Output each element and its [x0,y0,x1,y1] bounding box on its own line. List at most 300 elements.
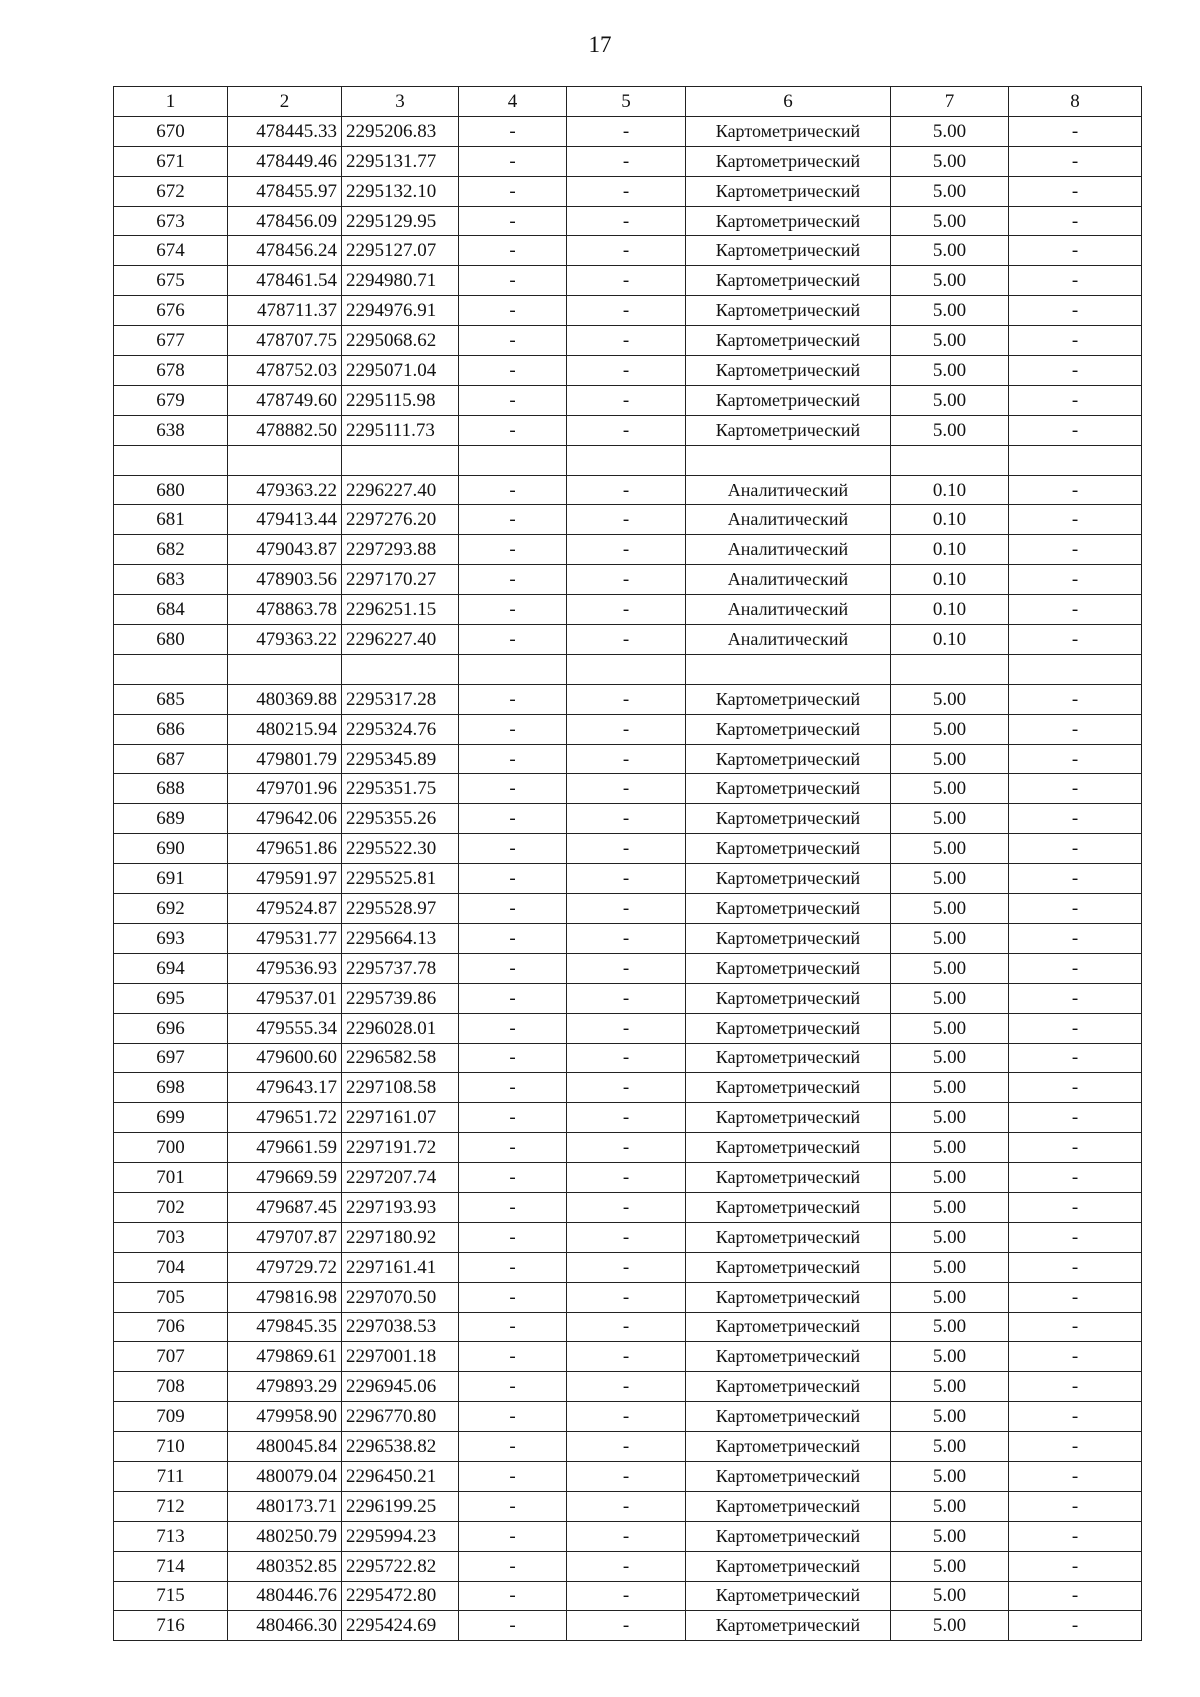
y-coordinate-cell: 2295739.86 [342,983,459,1013]
column-8-cell: - [1009,1312,1142,1342]
table-row [114,236,1142,266]
table-separator-row [114,445,1142,475]
accuracy-cell: 5.00 [891,176,1009,206]
column-4-cell [459,654,567,684]
column-5-cell: - [567,834,686,864]
x-coordinate-cell [228,654,342,684]
column-4-cell: - [459,1073,567,1103]
column-8-cell: - [1009,894,1142,924]
method-cell: Картометрический [686,1491,891,1521]
point-number-cell: 688 [114,774,228,804]
x-coordinate-cell: 479643.17 [228,1073,342,1103]
column-8-cell: - [1009,1222,1142,1252]
column-5-cell: - [567,1372,686,1402]
point-number-cell: 680 [114,625,228,655]
y-coordinate-cell: 2294976.91 [342,296,459,326]
column-4-cell: - [459,415,567,445]
column-8-cell: - [1009,1192,1142,1222]
accuracy-cell: 5.00 [891,714,1009,744]
point-number-cell: 696 [114,1013,228,1043]
column-5-cell: - [567,475,686,505]
table-row [114,684,1142,714]
x-coordinate-cell: 479661.59 [228,1133,342,1163]
method-cell: Аналитический [686,625,891,655]
column-8-cell: - [1009,744,1142,774]
column-8-cell: - [1009,415,1142,445]
y-coordinate-cell: 2295994.23 [342,1521,459,1551]
method-cell: Картометрический [686,1103,891,1133]
column-8-cell: - [1009,326,1142,356]
column-4-cell: - [459,1043,567,1073]
accuracy-cell: 5.00 [891,116,1009,146]
column-4-cell: - [459,595,567,625]
y-coordinate-cell: 2295111.73 [342,415,459,445]
column-4-cell: - [459,1252,567,1282]
x-coordinate-cell: 479729.72 [228,1252,342,1282]
column-4-cell: - [459,1402,567,1432]
column-4-cell: - [459,475,567,505]
column-4-cell: - [459,1163,567,1193]
x-coordinate-cell: 479591.97 [228,864,342,894]
column-5-cell: - [567,535,686,565]
x-coordinate-cell: 479701.96 [228,774,342,804]
column-4-cell: - [459,206,567,236]
table-row [114,595,1142,625]
accuracy-cell: 5.00 [891,296,1009,326]
point-number-cell: 670 [114,116,228,146]
accuracy-cell: 5.00 [891,953,1009,983]
column-header-3: 3 [342,87,459,117]
y-coordinate-cell: 2297293.88 [342,535,459,565]
column-4-cell: - [459,356,567,386]
y-coordinate-cell: 2296770.80 [342,1402,459,1432]
point-number-cell: 677 [114,326,228,356]
column-8-cell [1009,445,1142,475]
y-coordinate-cell: 2295127.07 [342,236,459,266]
accuracy-cell: 0.10 [891,565,1009,595]
column-5-cell: - [567,923,686,953]
column-8-cell: - [1009,1013,1142,1043]
method-cell: Картометрический [686,206,891,236]
column-4-cell: - [459,625,567,655]
column-4-cell: - [459,236,567,266]
x-coordinate-cell: 479707.87 [228,1222,342,1252]
column-8-cell: - [1009,1551,1142,1581]
column-8-cell: - [1009,356,1142,386]
accuracy-cell: 5.00 [891,385,1009,415]
table-row [114,864,1142,894]
column-5-cell [567,445,686,475]
table-row [114,744,1142,774]
method-cell: Картометрический [686,983,891,1013]
accuracy-cell: 5.00 [891,415,1009,445]
accuracy-cell: 5.00 [891,236,1009,266]
column-4-cell: - [459,684,567,714]
y-coordinate-cell: 2295345.89 [342,744,459,774]
column-5-cell: - [567,595,686,625]
column-5-cell: - [567,804,686,834]
x-coordinate-cell: 479537.01 [228,983,342,1013]
column-5-cell: - [567,385,686,415]
x-coordinate-cell: 479845.35 [228,1312,342,1342]
x-coordinate-cell: 478882.50 [228,415,342,445]
method-cell: Картометрический [686,266,891,296]
point-number-cell: 679 [114,385,228,415]
x-coordinate-cell: 480446.76 [228,1581,342,1611]
y-coordinate-cell: 2295317.28 [342,684,459,714]
accuracy-cell: 5.00 [891,1372,1009,1402]
table-row [114,1432,1142,1462]
column-4-cell: - [459,1521,567,1551]
column-4-cell [459,445,567,475]
coordinates-table [113,86,1142,1641]
point-number-cell: 682 [114,535,228,565]
column-5-cell: - [567,356,686,386]
column-4-cell: - [459,744,567,774]
column-4-cell: - [459,1342,567,1372]
table-row [114,1282,1142,1312]
method-cell [686,654,891,684]
accuracy-cell: 5.00 [891,864,1009,894]
point-number-cell: 684 [114,595,228,625]
point-number-cell: 697 [114,1043,228,1073]
y-coordinate-cell: 2295528.97 [342,894,459,924]
method-cell: Картометрический [686,176,891,206]
x-coordinate-cell: 479413.44 [228,505,342,535]
table-row [114,1402,1142,1432]
column-5-cell: - [567,714,686,744]
column-5-cell: - [567,1163,686,1193]
point-number-cell [114,445,228,475]
table-row [114,1551,1142,1581]
accuracy-cell: 5.00 [891,774,1009,804]
x-coordinate-cell: 478456.09 [228,206,342,236]
column-4-cell: - [459,1103,567,1133]
table-row [114,356,1142,386]
y-coordinate-cell: 2296028.01 [342,1013,459,1043]
column-header-4: 4 [459,87,567,117]
point-number-cell: 713 [114,1521,228,1551]
column-5-cell: - [567,1073,686,1103]
column-4-cell: - [459,1192,567,1222]
x-coordinate-cell: 479651.72 [228,1103,342,1133]
y-coordinate-cell [342,445,459,475]
y-coordinate-cell: 2295664.13 [342,923,459,953]
table-row [114,1013,1142,1043]
column-8-cell: - [1009,146,1142,176]
column-5-cell: - [567,1521,686,1551]
method-cell: Картометрический [686,236,891,266]
x-coordinate-cell: 478707.75 [228,326,342,356]
table-row [114,625,1142,655]
table-row [114,266,1142,296]
column-5-cell: - [567,146,686,176]
accuracy-cell: 0.10 [891,475,1009,505]
column-4-cell: - [459,1461,567,1491]
accuracy-cell: 5.00 [891,983,1009,1013]
column-8-cell: - [1009,535,1142,565]
y-coordinate-cell: 2295068.62 [342,326,459,356]
point-number-cell: 694 [114,953,228,983]
column-8-cell: - [1009,1461,1142,1491]
method-cell: Картометрический [686,1402,891,1432]
table-row [114,146,1142,176]
point-number-cell: 712 [114,1491,228,1521]
column-8-cell: - [1009,1342,1142,1372]
accuracy-cell: 5.00 [891,1342,1009,1372]
table-row [114,983,1142,1013]
column-8-cell: - [1009,595,1142,625]
y-coordinate-cell: 2296227.40 [342,475,459,505]
point-number-cell: 685 [114,684,228,714]
column-4-cell: - [459,1133,567,1163]
column-8-cell: - [1009,1103,1142,1133]
table-row [114,1103,1142,1133]
x-coordinate-cell: 480369.88 [228,684,342,714]
y-coordinate-cell: 2297170.27 [342,565,459,595]
column-4-cell: - [459,296,567,326]
point-number-cell [114,654,228,684]
table-row [114,1372,1142,1402]
method-cell: Аналитический [686,535,891,565]
table-row [114,1192,1142,1222]
column-8-cell: - [1009,206,1142,236]
method-cell: Картометрический [686,834,891,864]
x-coordinate-cell: 478449.46 [228,146,342,176]
x-coordinate-cell: 479600.60 [228,1043,342,1073]
y-coordinate-cell: 2295737.78 [342,953,459,983]
column-5-cell [567,654,686,684]
x-coordinate-cell: 478749.60 [228,385,342,415]
column-5-cell: - [567,1402,686,1432]
point-number-cell: 674 [114,236,228,266]
column-4-cell: - [459,864,567,894]
column-4-cell: - [459,1013,567,1043]
column-8-cell: - [1009,505,1142,535]
column-4-cell: - [459,1432,567,1462]
accuracy-cell: 5.00 [891,923,1009,953]
point-number-cell: 699 [114,1103,228,1133]
x-coordinate-cell: 479363.22 [228,625,342,655]
point-number-cell: 675 [114,266,228,296]
point-number-cell: 672 [114,176,228,206]
table-row [114,505,1142,535]
column-4-cell: - [459,146,567,176]
y-coordinate-cell: 2295424.69 [342,1611,459,1641]
point-number-cell: 700 [114,1133,228,1163]
column-4-cell: - [459,1611,567,1641]
column-header-1: 1 [114,87,228,117]
column-5-cell: - [567,565,686,595]
method-cell: Картометрический [686,415,891,445]
column-8-cell: - [1009,774,1142,804]
y-coordinate-cell [342,654,459,684]
column-header-7: 7 [891,87,1009,117]
method-cell: Картометрический [686,1312,891,1342]
column-5-cell: - [567,505,686,535]
method-cell: Картометрический [686,1192,891,1222]
column-8-cell: - [1009,236,1142,266]
table-row [114,1581,1142,1611]
x-coordinate-cell: 479801.79 [228,744,342,774]
y-coordinate-cell: 2297161.41 [342,1252,459,1282]
y-coordinate-cell: 2295351.75 [342,774,459,804]
column-5-cell: - [567,1043,686,1073]
method-cell: Картометрический [686,1133,891,1163]
accuracy-cell: 5.00 [891,146,1009,176]
column-8-cell: - [1009,1581,1142,1611]
y-coordinate-cell: 2297070.50 [342,1282,459,1312]
accuracy-cell: 5.00 [891,834,1009,864]
column-4-cell: - [459,1372,567,1402]
accuracy-cell: 5.00 [891,1073,1009,1103]
point-number-cell: 698 [114,1073,228,1103]
method-cell: Картометрический [686,804,891,834]
method-cell: Картометрический [686,864,891,894]
method-cell: Картометрический [686,1611,891,1641]
column-5-cell: - [567,1222,686,1252]
accuracy-cell: 5.00 [891,1103,1009,1133]
column-5-cell: - [567,864,686,894]
column-8-cell: - [1009,116,1142,146]
y-coordinate-cell: 2295722.82 [342,1551,459,1581]
column-5-cell: - [567,415,686,445]
point-number-cell: 716 [114,1611,228,1641]
x-coordinate-cell: 478752.03 [228,356,342,386]
column-5-cell: - [567,1133,686,1163]
column-5-cell: - [567,1192,686,1222]
y-coordinate-cell: 2295132.10 [342,176,459,206]
table-row [114,296,1142,326]
x-coordinate-cell: 478445.33 [228,116,342,146]
method-cell: Картометрический [686,1163,891,1193]
point-number-cell: 691 [114,864,228,894]
y-coordinate-cell: 2295355.26 [342,804,459,834]
table-row [114,923,1142,953]
point-number-cell: 709 [114,1402,228,1432]
point-number-cell: 689 [114,804,228,834]
method-cell: Картометрический [686,923,891,953]
column-8-cell: - [1009,864,1142,894]
method-cell: Картометрический [686,1521,891,1551]
point-number-cell: 680 [114,475,228,505]
column-8-cell: - [1009,1491,1142,1521]
column-4-cell: - [459,834,567,864]
column-8-cell: - [1009,804,1142,834]
accuracy-cell: 5.00 [891,206,1009,236]
y-coordinate-cell: 2296450.21 [342,1461,459,1491]
y-coordinate-cell: 2296582.58 [342,1043,459,1073]
column-5-cell: - [567,236,686,266]
page-number: 17 [588,32,612,57]
column-5-cell: - [567,625,686,655]
y-coordinate-cell: 2297207.74 [342,1163,459,1193]
column-4-cell: - [459,894,567,924]
method-cell: Картометрический [686,714,891,744]
column-8-cell: - [1009,475,1142,505]
accuracy-cell: 0.10 [891,595,1009,625]
accuracy-cell: 5.00 [891,1222,1009,1252]
x-coordinate-cell: 480466.30 [228,1611,342,1641]
y-coordinate-cell: 2295324.76 [342,714,459,744]
method-cell: Картометрический [686,1282,891,1312]
method-cell: Картометрический [686,326,891,356]
accuracy-cell: 5.00 [891,1461,1009,1491]
y-coordinate-cell: 2296227.40 [342,625,459,655]
point-number-cell: 706 [114,1312,228,1342]
x-coordinate-cell: 479555.34 [228,1013,342,1043]
table-row [114,1342,1142,1372]
column-8-cell: - [1009,953,1142,983]
point-number-cell: 715 [114,1581,228,1611]
table-row [114,176,1142,206]
table-row [114,1163,1142,1193]
x-coordinate-cell: 479524.87 [228,894,342,924]
x-coordinate-cell: 479043.87 [228,535,342,565]
table-row [114,206,1142,236]
x-coordinate-cell: 479536.93 [228,953,342,983]
y-coordinate-cell: 2297108.58 [342,1073,459,1103]
column-5-cell: - [567,1432,686,1462]
column-4-cell: - [459,535,567,565]
table-row [114,1222,1142,1252]
accuracy-cell [891,654,1009,684]
column-5-cell: - [567,894,686,924]
column-4-cell: - [459,983,567,1013]
column-5-cell: - [567,983,686,1013]
column-5-cell: - [567,326,686,356]
point-number-cell: 676 [114,296,228,326]
column-8-cell: - [1009,1133,1142,1163]
accuracy-cell: 5.00 [891,744,1009,774]
point-number-cell: 703 [114,1222,228,1252]
method-cell: Картометрический [686,146,891,176]
method-cell: Картометрический [686,1551,891,1581]
column-8-cell: - [1009,1611,1142,1641]
column-5-cell: - [567,1581,686,1611]
y-coordinate-cell: 2295522.30 [342,834,459,864]
table-body [114,116,1142,1640]
table-row [114,1461,1142,1491]
accuracy-cell: 5.00 [891,1551,1009,1581]
x-coordinate-cell: 478863.78 [228,595,342,625]
x-coordinate-cell: 478903.56 [228,565,342,595]
y-coordinate-cell: 2297038.53 [342,1312,459,1342]
accuracy-cell: 5.00 [891,1491,1009,1521]
column-4-cell: - [459,176,567,206]
column-5-cell: - [567,744,686,774]
method-cell: Картометрический [686,1342,891,1372]
x-coordinate-cell [228,445,342,475]
column-8-cell: - [1009,714,1142,744]
point-number-cell: 673 [114,206,228,236]
table-row [114,834,1142,864]
table-row [114,475,1142,505]
x-coordinate-cell: 478461.54 [228,266,342,296]
x-coordinate-cell: 479669.59 [228,1163,342,1193]
accuracy-cell [891,445,1009,475]
y-coordinate-cell: 2295129.95 [342,206,459,236]
column-4-cell: - [459,1491,567,1521]
column-5-cell: - [567,1461,686,1491]
column-4-cell: - [459,953,567,983]
point-number-cell: 692 [114,894,228,924]
method-cell: Картометрический [686,356,891,386]
accuracy-cell: 0.10 [891,505,1009,535]
y-coordinate-cell: 2295115.98 [342,385,459,415]
point-number-cell: 711 [114,1461,228,1491]
x-coordinate-cell: 480045.84 [228,1432,342,1462]
